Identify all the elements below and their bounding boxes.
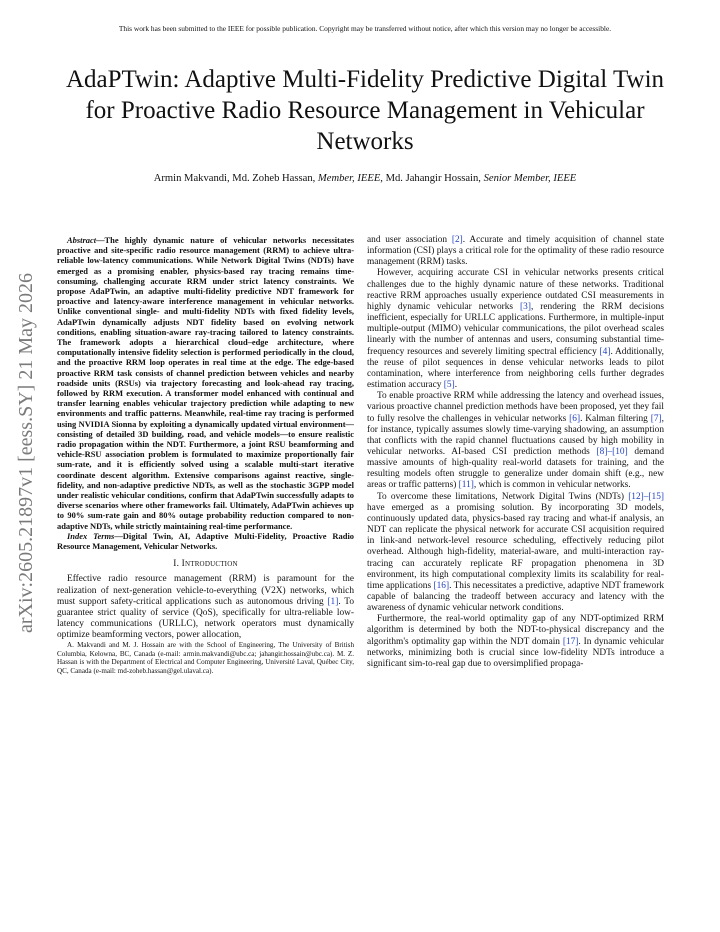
citation-link[interactable]: [2]	[451, 235, 463, 245]
citation-link[interactable]: [8]–[10]	[596, 446, 628, 457]
citation-link[interactable]: [5]	[443, 380, 455, 391]
author-footnote: A. Makvandi and M. J. Hossain are with the School of Engineering, The University of British Columbia, Kelowna, BC, Canada (e-mail: armin.makvandi@ubc.ca; jahangir.hossain@ubc.ca). M. Z. Hassan is with the Department of Electrical and Computer Engineering, Université Laval, Québec City, QC, Canada (e-mail: md-zoheb.hassan@gel.ulaval.ca).	[57, 641, 354, 675]
intro-paragraph-cont: and user association [2]. Accurate and timely acquisition of channel state information (CSI) plays a critical role for the optimality of these radio resource management (RRM) tasks.	[367, 235, 664, 268]
index-terms-text: —Digital Twin, AI, Adaptive Multi-Fidelity, Proactive Radio Resource Management, Vehicular Networks.	[57, 530, 355, 552]
section-heading-introduction: I. Introduction	[173, 559, 238, 570]
arxiv-identifier: arXiv:2605.21897v1 [eess.SY] 21 May 2026	[15, 273, 37, 633]
intro-paragraph-3: To enable proactive RRM while addressing the latency and overhead issues, various proactive channel prediction methods have been proposed, yet they fail to fully resolve the challenges in vehicular networks [6]. Kalman filtering [7], for instance, typically assumes slowly time-varying shadowing, an assumption that conflicts with the rapid channel fluctuations caused by high mobility in vehicular networks. AI-based CSI prediction methods [8]–[10] demand massive amounts of high-quality real-world datasets for training, and the resulting models often struggle to generalize under domain shift (e.g., new areas or traffic patterns) [11], which is common in vehicular networks.	[367, 391, 664, 491]
intro-paragraph-4: To overcome these limitations, Network Digital Twins (NDTs) [12]–[15] have emerged as a promising solution. By incorporating 3D models, continuously updated data, physics-based ray tracing and what-if analysis, an NDT can replicate the physical network for accurate CSI acquisition required in link-and network-level resource scheduling, effectively reducing pilot overhead. Although high-fidelity, material-aware, and multi-interaction ray-tracing can accurately replicate RF propagation phenomena in 3D environment, its high computational complexity limits its scalability for real-time applications [16]. This necessitates a predictive, adaptive NDT framework capable of balancing the tradeoff between accuracy and latency with the awareness of dynamic vehicular network conditions.	[367, 491, 664, 614]
citation-link[interactable]: [12]–[15]	[628, 491, 664, 502]
author-role-1: Member, IEEE	[317, 173, 381, 184]
author-names-2: , Md. Jahangir Hossain,	[380, 173, 481, 184]
abstract	[57, 235, 354, 531]
citation-link[interactable]: [11]	[458, 480, 474, 491]
author-list	[60, 173, 670, 184]
citation-link[interactable]: [3]	[520, 301, 531, 312]
index-terms	[57, 531, 354, 551]
intro-paragraph-1: Effective radio resource management (RRM) is paramount for the realization of next-generation vehicle-to-everything (V2X) networks, which must support safety-critical applications such as autonomous driving [1]. To guarantee strict quality of service (QoS), specifically for ultra-reliable low-latency communications (URLLC), network operators must dynamically optimize beamforming vectors, power allocation,	[57, 574, 355, 641]
abstract-text: —The highly dynamic nature of vehicular networks necessitates proactive and site-specific radio resource management (RRM) to achieve ultra-reliable low-latency communications. While Network Digital Twins (NDTs) have emerged as a promising enabler, physics-based ray tracing remains time-consuming, challenging accurate RRM under strict latency constraints. We propose AdaPTwin, an adaptive multi-fidelity predictive NDT framework for proactive and latency-aware interference management in vehicular networks. Unlike conventional single- and multi-fidelity NDTs with fixed fidelity levels, AdaPTwin dynamically adjusts NDT fidelity based on evolving network conditions, enabling situation-aware ray-tracing tailored to latency constraints. The framework adopts a hierarchical cloud–edge architecture, where computationally intensive fidelity selection is performed periodically in the cloud, and the proactive RRM loop operates in real time at the edge. The edge-based proactive RRM task consists of channel prediction between vehicles and nearby roadside units (RSUs) via trajectory forecasting and look-ahead ray tracing, followed by RRM execution. A transformer model enhanced with continual and transfer learning enables vehicular trajectory prediction while adapting to new environments and traffic patterns. Meanwhile, real-time ray tracing is performed using NVIDIA Sionna by exploiting a dynamically updated virtual environment—consisting of detailed 3D building, road, and vehicle models—to ensure realistic radio propagation within the NDT. Furthermore, a joint RSU beamforming and vehicle-RSU association problem is formulated to maximize proportionally fair sum-rate, and it is efficiently solved using a scalable multi-start iterative coordinate descent algorithm. Extensive comparisons against reactive, single-fidelity, and non-adaptive predictive NDTs, as well as the stochastic 3GPP model under realistic vehicular conditions, confirm that AdaPTwin successfully adapts to diverse scenarios where other frameworks fail. Ultimately, AdaPTwin achieves up to 90% sum-rate gain and 80% outage probability reduction compared to non-adaptive NDTs, while strictly maintaining real-time performance.	[57, 235, 354, 531]
index-terms-label: Index Terms	[67, 530, 115, 541]
author-role-2: Senior Member, IEEE	[483, 173, 577, 184]
author-names-1: Armin Makvandi, Md. Zoheb Hassan,	[153, 173, 316, 184]
submission-notice: This work has been submitted to the IEEE for possible publication. Copyright may be transferred without notice, after which this version may no longer be accessible.	[118, 24, 612, 33]
intro-paragraph-5: Furthermore, the real-world optimality gap of any NDT-optimized RRM algorithm is determined by both the NDT-to-physical discrepancy and the algorithm's optimality gap within the NDT domain [17]. In dynamic vehicular networks, minimizing both is crucial since low-fidelity NDTs introduce a significant sim-to-real gap due to oversimplified propaga-	[367, 614, 664, 669]
abstract-label: Abstract	[67, 235, 97, 245]
intro-paragraph-2: However, acquiring accurate CSI in vehicular networks presents critical challenges due to the highly dynamic nature of these networks. Traditional reactive RRM approaches usually experience outdated CSI measurements in highly dynamic vehicular networks [3], rendering the RRM decisions inefficient, especially for URLLC applications. Furthermore, in multiple-input multiple-output (MIMO) vehicular communications, the pilot overhead scales linearly with the number of antennas and users, consuming substantial time-frequency resources and severely limiting spectral efficiency [4]. Additionally, the reuse of pilot sequences in dense vehicular networks leads to pilot contamination, where interference from neighboring cells further degrades estimation accuracy [5].	[367, 268, 664, 391]
left-column	[57, 235, 354, 675]
citation-link[interactable]: [16]	[433, 580, 450, 591]
citation-link[interactable]: [17]	[562, 636, 579, 647]
citation-link[interactable]: [6]	[569, 413, 581, 424]
right-column	[367, 235, 664, 670]
citation-link[interactable]: [4]	[599, 346, 611, 357]
citation-link[interactable]: [7]	[650, 413, 662, 424]
citation-link[interactable]: [1]	[327, 596, 339, 607]
paper-title: AdaPTwin: Adaptive Multi-Fidelity Predictive Digital Twin for Proactive Radio Resource Management in Vehicular Networks	[65, 66, 665, 155]
